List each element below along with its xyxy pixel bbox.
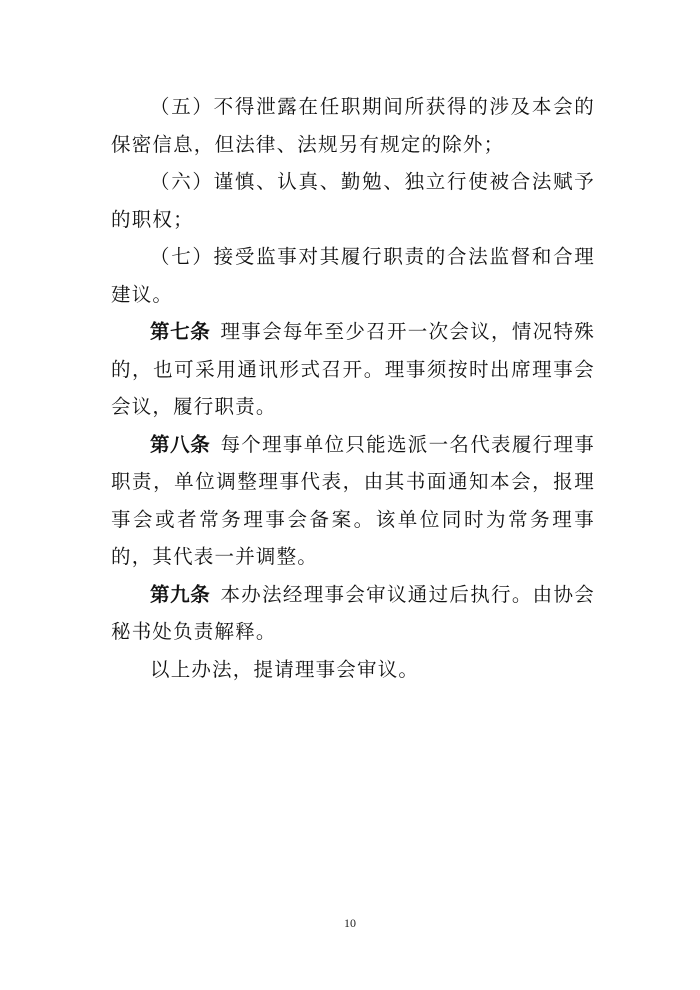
article-label: 第九条 <box>150 582 211 606</box>
article-text: 本办法经理事会审议通过后执行。由协会秘书处负责解释。 <box>111 582 595 643</box>
article-label: 第八条 <box>150 432 211 456</box>
clause-5 <box>111 88 595 163</box>
article-text: 理事会每年至少召开一次会议，情况特殊的，也可采用通讯形式召开。理事须按时出席理事会会议，履行职责。 <box>111 320 595 418</box>
page-number: 10 <box>344 916 356 930</box>
clause-text: （五）不得泄露在任职期间所获得的涉及本会的保密信息，但法律、法规另有规定的除外； <box>111 95 595 156</box>
clause-text: （六）谨慎、认真、勤勉、独立行使被合法赋予的职权； <box>111 170 595 231</box>
document-body <box>111 88 595 688</box>
closing-remark <box>111 651 595 689</box>
closing-text: 以上办法，提请理事会审议。 <box>150 657 420 681</box>
article-8 <box>111 426 595 576</box>
article-9 <box>111 576 595 651</box>
clause-text: （七）接受监事对其履行职责的合法监督和合理建议。 <box>111 245 595 306</box>
article-7 <box>111 313 595 426</box>
article-label: 第七条 <box>150 320 211 343</box>
clause-7 <box>111 238 595 313</box>
article-text: 每个理事单位只能选派一名代表履行理事职责，单位调整理事代表，由其书面通知本会，报理事会或者常务理事会备案。该单位同时为常务理事的，其代表一并调整。 <box>111 432 595 568</box>
clause-6 <box>111 163 595 238</box>
